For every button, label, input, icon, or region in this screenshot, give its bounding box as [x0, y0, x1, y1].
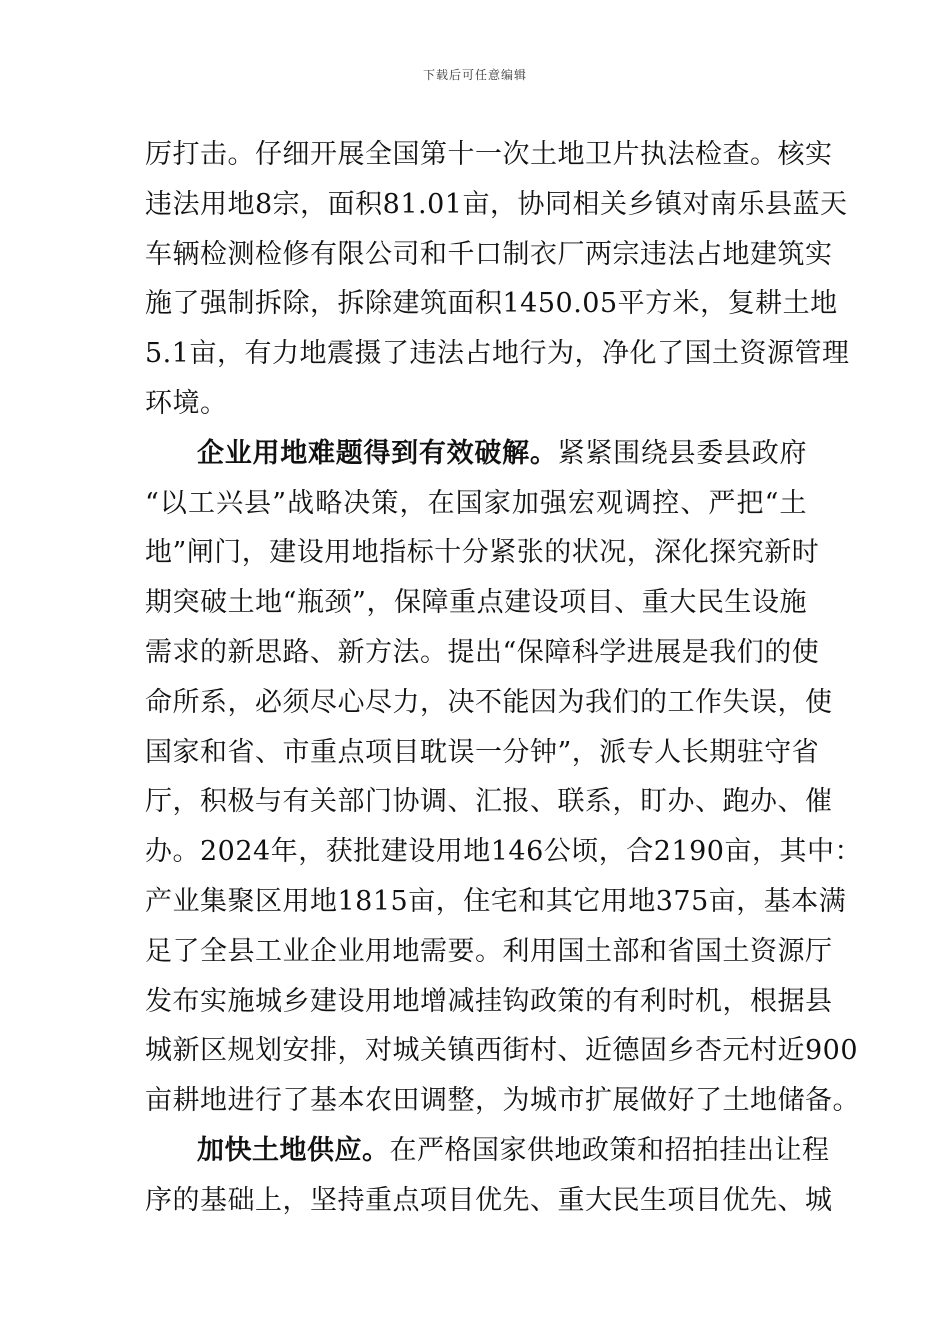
paragraph-enterprise-land [145, 429, 862, 1126]
text-line: 亩耕地进行了基本农田调整，为城市扩展做好了土地储备。 [145, 1085, 860, 1117]
header-note: 下载后可任意编辑 [422, 68, 527, 82]
text-line: “以工兴县”战略决策，在国家加强宏观调控、严把“土 [145, 487, 807, 519]
text-line: 序的基础上，坚持重点项目优先、重大民生项目优先、城 [145, 1184, 833, 1216]
text-line: 厉打击。仔细开展全国第十一次土地卫片执法检查。核实 [145, 139, 833, 170]
text-line: 环境。 [145, 387, 228, 419]
paragraph-first-line [145, 429, 807, 479]
text-line: 需求的新思路、新方法。提出“保障科学进展是我们的使 [145, 636, 820, 668]
text-line: 城新区规划安排，对城关镇西街村、近德固乡杏元村近900 [145, 1035, 859, 1067]
paragraph-first-line [145, 1126, 830, 1176]
section-heading: 企业用地难题得到有效破解。 [197, 437, 558, 469]
text-line: 国家和省、市重点项目耽误一分钟”，派专人长期驻守省 [145, 736, 820, 768]
text-line: 5.1亩，有力地震摄了违法占地行为，净化了国土资源管理 [145, 338, 850, 370]
document-body [145, 130, 862, 1226]
text-line: 足了全县工业企业用地需要。利用国土部和省国土资源厅 [145, 935, 833, 967]
text-run: 在严格国家供地政策和招拍挂出让程 [389, 1134, 830, 1166]
text-line: 厅，积极与有关部门协调、汇报、联系，盯办、跑办、催 [145, 786, 833, 818]
text-line: 发布实施城乡建设用地增减挂钩政策的有利时机，根据县 [145, 985, 833, 1017]
text-line: 车辆检测检修有限公司和千口制衣厂两宗违法占地建筑实 [145, 238, 833, 270]
text-line: 期突破土地“瓶颈”，保障重点建设项目、重大民生设施 [145, 587, 807, 619]
text-line: 产业集聚区用地1815亩，住宅和其它用地375亩，基本满 [145, 885, 847, 917]
text-line: 办。2024年，获批建设用地146公顷，合2190亩，其中： [145, 836, 862, 868]
text-line: 命所系，必须尽心尽力，决不能因为我们的工作失误，使 [145, 686, 833, 718]
text-run: 紧紧围绕县委县政府 [557, 437, 808, 469]
text-line: 施了强制拆除，拆除建筑面积1450.05平方米，复耕土地 [145, 288, 838, 320]
text-line: 违法用地8宗，面积81.01亩，协同相关乡镇对南乐县蓝天 [145, 188, 848, 220]
paragraph-enforcement [145, 130, 850, 429]
text-line: 地”闸门，建设用地指标十分紧张的状况，深化探究新时 [145, 537, 820, 569]
section-heading: 加快土地供应。 [197, 1134, 390, 1166]
paragraph-land-supply [145, 1126, 833, 1226]
